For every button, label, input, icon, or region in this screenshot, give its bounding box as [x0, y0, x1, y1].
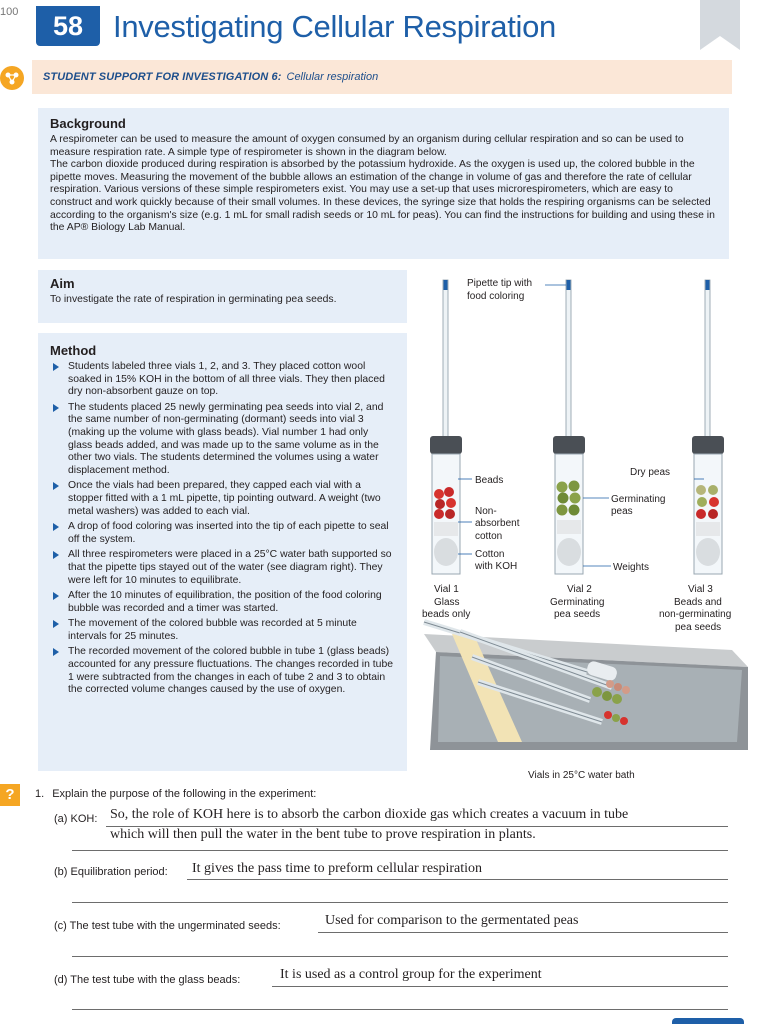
- method-step: The movement of the colored bubble was recorded at 5 minute intervals for 25 minutes.: [50, 618, 395, 643]
- answer-c-rule-1: [318, 932, 728, 933]
- label-vial-3-4: pea seeds: [675, 622, 722, 633]
- method-list: [50, 361, 395, 697]
- respirometer-diagram: [412, 272, 762, 784]
- label-vial-3-3: non-germinating: [659, 609, 732, 620]
- method-step: After the 10 minutes of equilibration, the position of the food coloring bubble was recorded and a timer was started.: [50, 590, 395, 615]
- label-vial-2: Vial 2: [567, 584, 592, 595]
- question-1-prompt: [35, 788, 316, 800]
- method-step: A drop of food coloring was inserted into the tip of each pipette to seal off the system.: [50, 521, 395, 546]
- vial-3: [692, 436, 724, 574]
- label-germinating-peas: Germinating: [611, 494, 666, 505]
- chapter-badge: 58: [36, 6, 100, 46]
- answer-d-rule-1: [272, 986, 728, 987]
- student-support-heading: [43, 71, 378, 83]
- answer-b-rule-2: [72, 902, 728, 903]
- background-paragraph-2: The carbon dioxide produced during respiration is absorbed by the potassium hydroxide. As the oxygen is used up, the colored bubble in the pipette moves. Measuring the movement of the bubble allows an estimation of the change in volume of gas and therefore the rate of cellular respiration. Various versions of these simple respirometers exist. You may use a set-up that uses microrespirometers, which are easy to construct and work quickly because of their small volumes. In these devices, the syringe size that holds the respiring organisms can be selected according to the organism's size (e.g. 1 mL for small radish seeds or 10 mL for peas). You can find the instructions for building and using these in the AP® Biology Lab Manual.: [50, 159, 715, 234]
- molecule-icon: [0, 66, 24, 90]
- question-text: Explain the purpose of the following in the experiment:: [52, 788, 317, 800]
- respirometer-illustration: [412, 272, 762, 784]
- method-step: The students placed 25 newly germinating pea seeds into vial 2, and the same number of non-germinating (dormant) seeds into vial 3 (making up the volume with glass beads). Vial number 1 had only glass beads added, and was made up to the same volume as in the other two vials. The students determined the volumes using a water displacement method.: [50, 402, 395, 478]
- label-cotton-koh: Cotton: [475, 549, 505, 560]
- pipette-1: [443, 280, 448, 440]
- label-pipette-tip: Pipette tip with: [467, 278, 533, 289]
- bookmark-icon[interactable]: [700, 0, 740, 50]
- pipette-3: [705, 280, 710, 440]
- background-paragraph-1: A respirometer can be used to measure the amount of oxygen consumed by an organism during cellular respiration and so can be used to measure respiration rate. A simple type of respirometer is shown in the diagram below.: [50, 134, 684, 158]
- question-number: 1.: [35, 788, 45, 800]
- method-step: All three respirometers were placed in a 25°C water bath supported so that the pipette tips stayed out of the water (see diagram right). They were left for 10 minutes to equilibrate.: [50, 549, 395, 587]
- aim-panel: [38, 270, 407, 323]
- background-heading: Background: [50, 116, 126, 131]
- vial-1: [430, 436, 462, 574]
- label-weights: Weights: [613, 562, 649, 573]
- method-step: The recorded movement of the colored bubble in tube 1 (glass beads) accounted for any pressure fluctuations. The changes recorded in tube 1 were subtracted from the changes in each of tube 2 and 3 to obtain the corrected volume changes caused by the use of oxygen.: [50, 646, 395, 696]
- support-topic: Cellular respiration: [286, 71, 379, 83]
- label-vial-1: Vial 1: [434, 584, 459, 595]
- vial-2: [553, 436, 585, 574]
- answer-c-label: (c) The test tube with the ungerminated seeds:: [54, 920, 281, 932]
- answer-b-rule-1: [187, 879, 728, 880]
- label-vial-3: Vial 3: [688, 584, 713, 595]
- answer-d-rule-2: [72, 1009, 728, 1010]
- method-panel: [38, 333, 407, 771]
- bottom-tab[interactable]: [672, 1018, 744, 1024]
- answer-c-rule-2: [72, 956, 728, 957]
- label-vial-1-2: Glass: [434, 597, 460, 608]
- answer-a-line-1[interactable]: So, the role of KOH here is to absorb the carbon dioxide gas which creates a vacuum in tube: [110, 807, 629, 822]
- label-beads: Beads: [475, 475, 504, 486]
- answer-b-label: (b) Equilibration period:: [54, 866, 168, 878]
- page-number-small: 100: [0, 6, 19, 18]
- page-title: Investigating Cellular Respiration: [113, 9, 556, 44]
- label-pipette-tip-2: food coloring: [467, 291, 525, 302]
- aim-text: To investigate the rate of respiration in germinating pea seeds.: [50, 294, 337, 305]
- label-cotton-koh-2: with KOH: [475, 561, 518, 572]
- answer-d-label: (d) The test tube with the glass beads:: [54, 974, 241, 986]
- label-non-absorbent-3: cotton: [475, 531, 503, 542]
- answer-b[interactable]: It gives the pass time to preform cellular respiration: [192, 861, 483, 876]
- label-germinating-peas-2: peas: [611, 506, 633, 517]
- water-bath: [424, 622, 748, 750]
- question-icon: ?: [0, 784, 20, 806]
- label-non-absorbent: Non-: [475, 506, 497, 517]
- method-heading: Method: [50, 343, 97, 358]
- label-vial-2-3: pea seeds: [554, 609, 601, 620]
- answer-a-line-2[interactable]: which will then pull the water in the bent tube to prove respiration in plants.: [110, 827, 536, 842]
- label-vial-1-3: beads only: [422, 609, 471, 620]
- background-panel: [38, 108, 729, 259]
- label-dry-peas: Dry peas: [630, 467, 671, 478]
- answer-a-rule-2: [72, 850, 728, 851]
- label-vial-2-2: Germinating: [550, 597, 605, 608]
- label-vial-3-2: Beads and: [674, 597, 722, 608]
- answer-d[interactable]: It is used as a control group for the experiment: [280, 967, 542, 982]
- aim-heading: Aim: [50, 276, 75, 291]
- answer-c[interactable]: Used for comparison to the germentated peas: [325, 913, 579, 928]
- label-water-bath: Vials in 25°C water bath: [528, 770, 635, 781]
- pipette-2: [566, 280, 571, 440]
- support-label: STUDENT SUPPORT FOR INVESTIGATION 6:: [43, 71, 282, 83]
- answer-a-label: (a) KOH:: [54, 813, 98, 825]
- method-step: Students labeled three vials 1, 2, and 3. They placed cotton wool soaked in 15% KOH in the bottom of all three vials. They then placed dry non-absorbent gauze on top.: [50, 361, 395, 399]
- label-non-absorbent-2: absorbent: [475, 518, 520, 529]
- method-step: Once the vials had been prepared, they capped each vial with a stopper fitted with a 1 mL pipette, tip pointing outward. A weight (two metal washers) was added to each vial.: [50, 480, 395, 518]
